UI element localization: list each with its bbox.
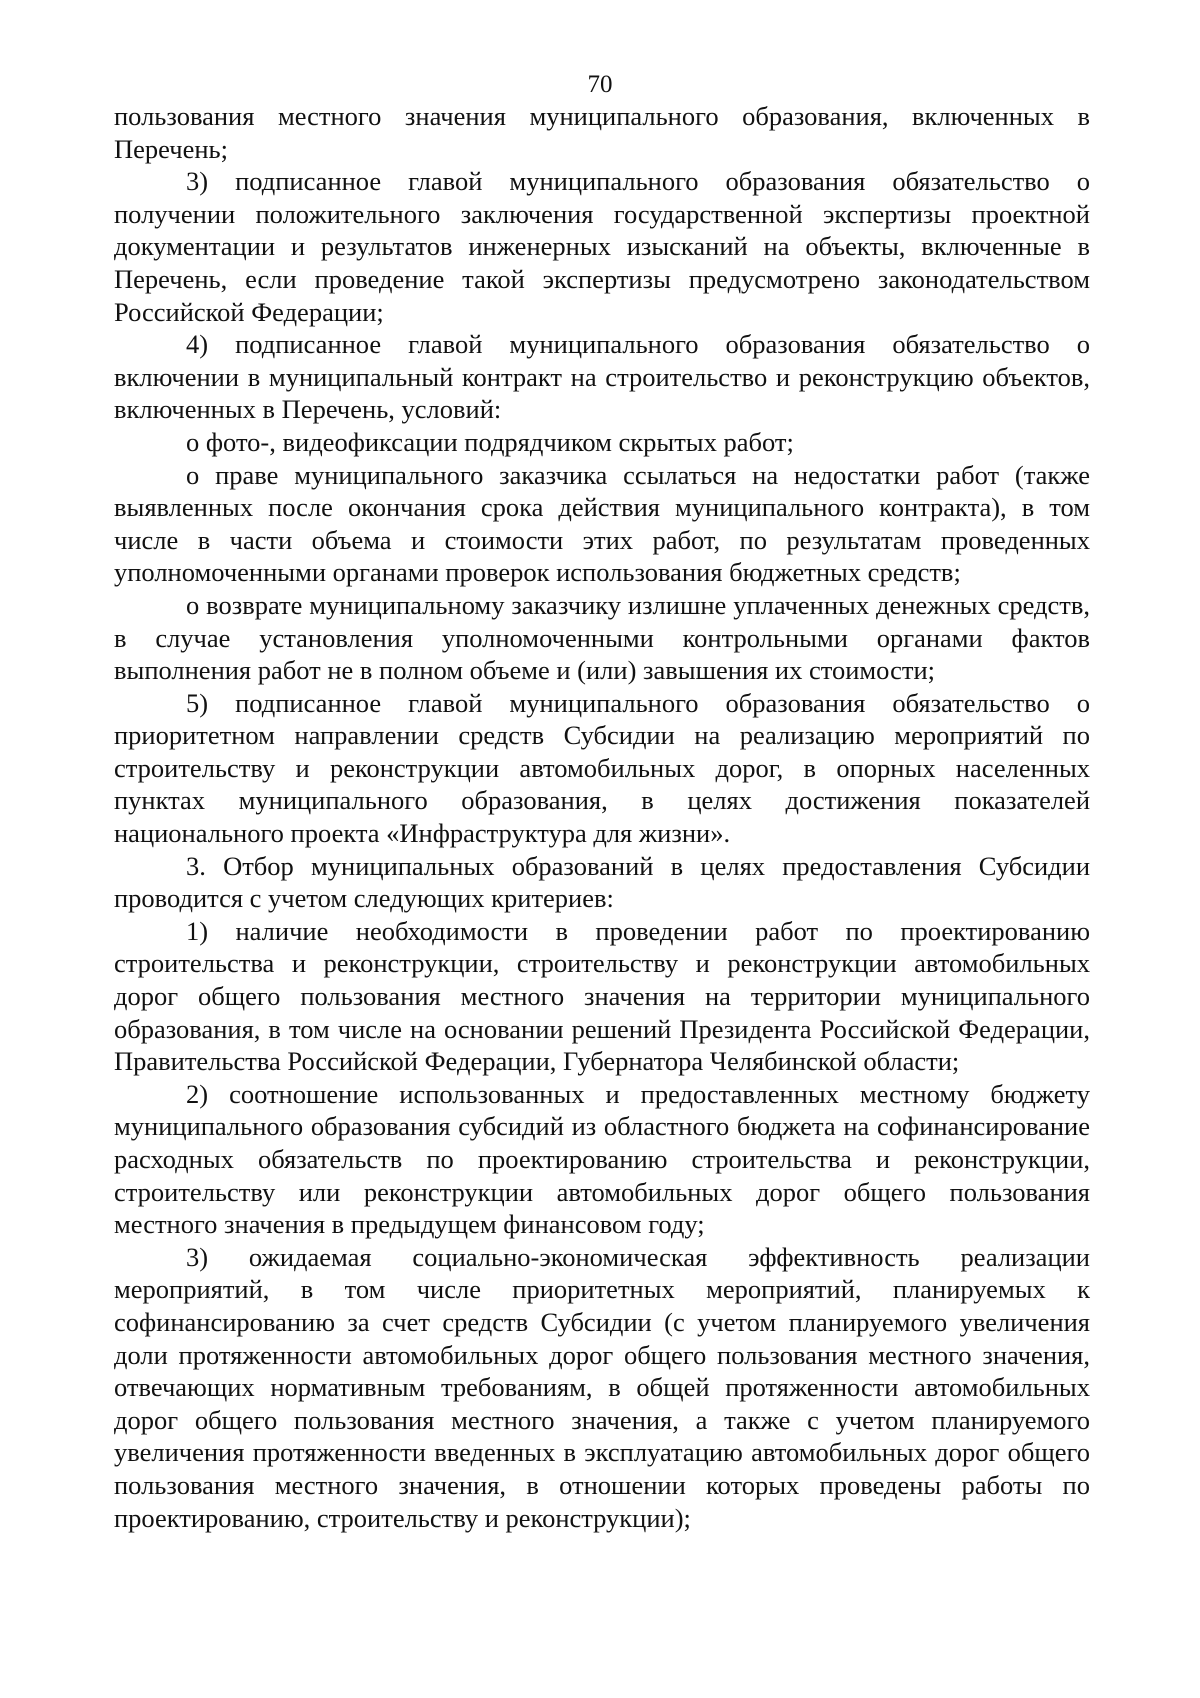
paragraph: 4) подписанное главой муниципального образования обязательство о включении в муниципальный контракт на строительство и реконструкцию объектов, включенных в Перечень, условий: [114, 329, 1090, 425]
paragraph: 5) подписанное главой муниципального образования обязательство о приоритетном направлении средств Субсидии на реализацию мероприятий по строительству и реконструкции автомобильных дорог, в опорных населенных пунктах муниципального образования, в целях достижения показателей национального проекта «Инфраструктура для жизни». [114, 687, 1090, 849]
paragraph: 3) ожидаемая социально-экономическая эффективность реализации мероприятий, в том числе приоритетных мероприятий, планируемых к софинансированию за счет средств Субсидии (с учетом планируемого увеличения доли протяженности автомобильных дорог общего пользования местного значения, отвечающих нормативным требованиям, в общей протяженности автомобильных дорог общего пользования местного значения, а также с учетом планируемого увеличения протяженности введенных в эксплуатацию автомобильных дорог общего пользования местного значения, в отношении которых проведены работы по проектированию, строительству и реконструкции); [114, 1241, 1090, 1533]
paragraph: о праве муниципального заказчика ссылаться на недостатки работ (также выявленных после окончания срока действия муниципального контракта), в том числе в части объема и стоимости этих работ, по результатам проведенных уполномоченными органами проверок использования бюджетных средств; [114, 459, 1090, 588]
paragraph: о фото-, видеофиксации подрядчиком скрытых работ; [186, 426, 794, 457]
paragraph: о возврате муниципальному заказчику излишне уплаченных денежных средств, в случае установления уполномоченными контрольными органами фактов выполнения работ не в полном объеме и (или) завышения их стоимости; [114, 589, 1090, 686]
body-text [114, 100, 1090, 1534]
paragraph: 3. Отбор муниципальных образований в целях предоставления Субсидии проводится с учетом следующих критериев: [114, 850, 1090, 914]
paragraph: 2) соотношение использованных и предоставленных местному бюджету муниципального образования субсидий из областного бюджета на софинансирование расходных обязательств по проектированию строительства и реконструкции, строительству или реконструкции автомобильных дорог общего пользования местного значения в предыдущем финансовом году; [114, 1078, 1090, 1240]
paragraph: пользования местного значения муниципального образования, включенных в Перечень; [114, 101, 1090, 164]
paragraph: 1) наличие необходимости в проведении работ по проектированию строительства и реконструкции, строительству и реконструкции автомобильных дорог общего пользования местного значения на территории муниципального образования, в том числе на основании решений Президента Российской Федерации, Правительства Российской Федерации, Губернатора Челябинской области; [114, 915, 1090, 1077]
paragraph: 3) подписанное главой муниципального образования обязательство о получении положительного заключения государственной экспертизы проектной документации и результатов инженерных изысканий на объекты, включенные в Перечень, если проведение такой экспертизы предусмотрено законодательством Российской Федерации; [114, 166, 1090, 327]
page-number: 70 [587, 71, 613, 98]
